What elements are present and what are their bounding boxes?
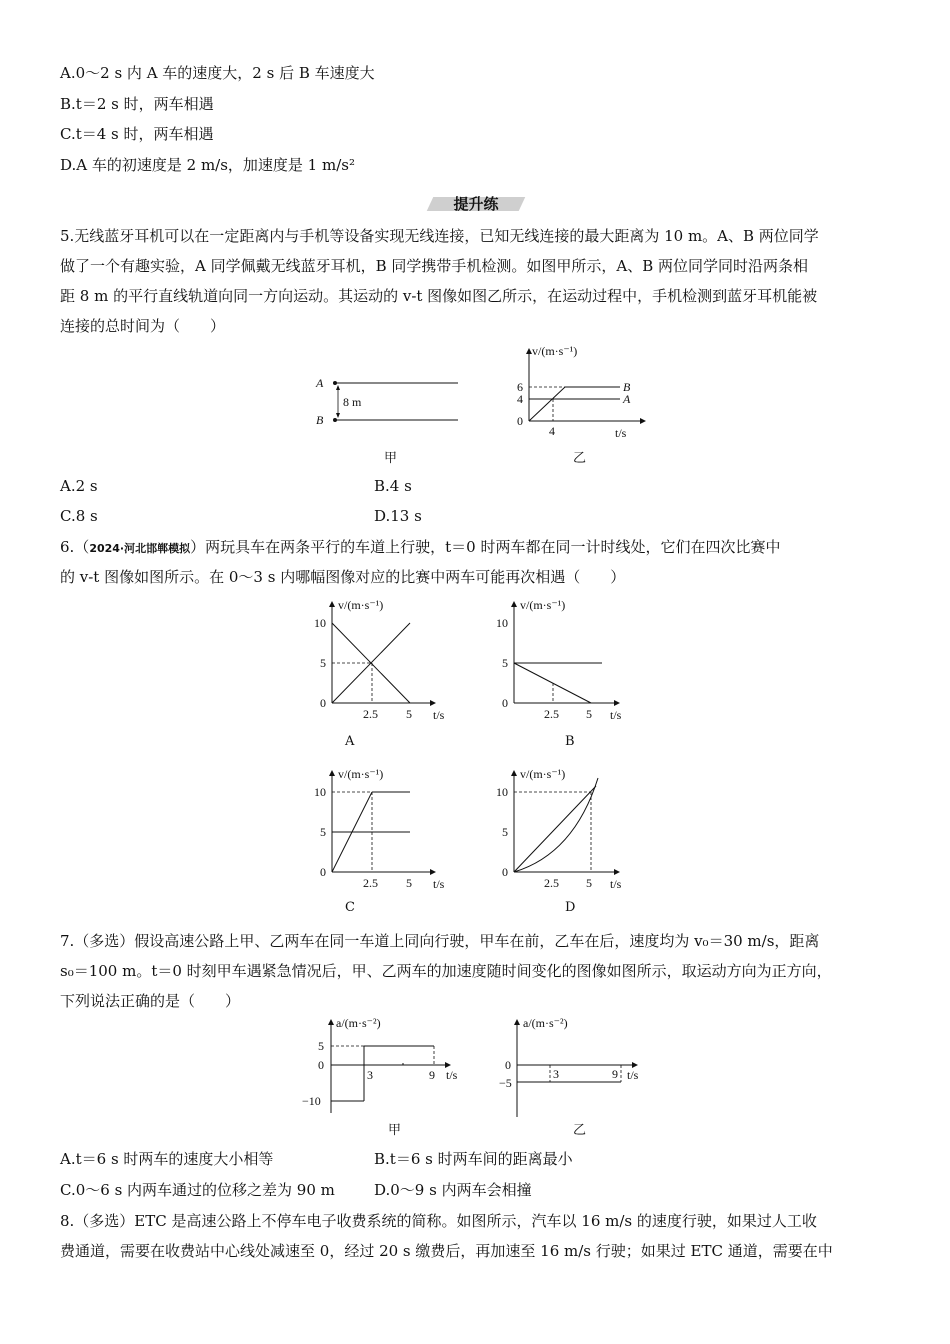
q7-option-d: D.0～9 s 内两车会相撞 <box>374 1181 532 1199</box>
q5-line-2: 做了一个有趣实验，A 同学佩戴无线蓝牙耳机，B 同学携带手机检测。如图甲所示，A、B 两位同学同时沿两条相 <box>60 257 809 275</box>
ylabel: v/(m·s⁻¹) <box>338 598 384 612</box>
tick-x5: 5 <box>406 707 412 721</box>
q7-figure-yi <box>495 1013 655 1123</box>
ylabel: v/(m·s⁻¹) <box>532 344 578 358</box>
tick-x4: 4 <box>549 424 555 438</box>
tick-2-5: 2.5 <box>544 707 559 721</box>
tick-x3: 3 <box>367 1068 373 1082</box>
xlabel: t/s <box>446 1068 458 1082</box>
q6-line-1-rest: ）两玩具车在两条平行的车道上行驶，t＝0 时两车都在同一计时线处，它们在四次比赛中 <box>190 538 781 556</box>
tick-6: 6 <box>517 380 523 394</box>
q5-option-c: C.8 s <box>60 507 98 525</box>
tick-5: 5 <box>320 825 326 839</box>
tick-origin: 0 <box>517 414 523 428</box>
q7-option-a: A.t＝6 s 时两车的速度大小相等 <box>60 1150 274 1168</box>
q7-figure-jia <box>298 1013 473 1123</box>
tick-x5: 5 <box>586 707 592 721</box>
tick-origin: 0 <box>318 1058 324 1072</box>
ylabel: v/(m·s⁻¹) <box>338 767 384 781</box>
q6-chart-d <box>484 764 644 894</box>
tick-origin: 0 <box>320 696 326 710</box>
q7-line-2: s₀＝100 m。t＝0 时刻甲车遇紧急情况后，甲、乙两车的加速度随时间变化的图像如图所示，取运动方向为正方向， <box>60 962 832 980</box>
q8-line-1: 8.（多选）ETC 是高速公路上不停车电子收费系统的简称。如图所示，汽车以 16 m/s 的速度行驶，如果过人工收 <box>60 1212 817 1230</box>
xlabel: t/s <box>610 708 622 722</box>
tick-5: 5 <box>320 656 326 670</box>
q5-figure-jia <box>305 365 465 445</box>
q4-option-a: A.0～2 s 内 A 车的速度大，2 s 后 B 车速度大 <box>60 64 375 82</box>
q4-option-d: D.A 车的初速度是 2 m/s，加速度是 1 m/s² <box>60 156 355 174</box>
q6-caption-c: C <box>345 900 355 915</box>
q6-source: 2024·河北邯郸模拟 <box>89 542 191 555</box>
xlabel: t/s <box>610 877 622 891</box>
q6-number: 6.（ <box>60 538 90 556</box>
q8-line-2: 费通道，需要在收费站中心线处减速至 0，经过 20 s 缴费后，再加速至 16 m/s 行驶；如果过 ETC 通道，需要在中 <box>60 1242 833 1260</box>
ylabel: v/(m·s⁻¹) <box>520 767 566 781</box>
tick-origin: 0 <box>502 696 508 710</box>
q5-line-1: 5.无线蓝牙耳机可以在一定距离内与手机等设备实现无线连接，已知无线连接的最大距离为 10 m。A、B 两位同学 <box>60 227 819 245</box>
ylabel: a/(m·s⁻²) <box>336 1016 381 1030</box>
distance-label: 8 m <box>343 395 362 409</box>
tick-neg10: −10 <box>302 1094 321 1108</box>
q7-line-3: 下列说法正确的是（ ） <box>60 992 241 1010</box>
tick-5: 5 <box>502 656 508 670</box>
q6-line-1 <box>60 537 780 559</box>
tick-origin: 0 <box>502 865 508 879</box>
q6-chart-b <box>484 595 644 725</box>
q6-caption-a: A <box>345 734 355 749</box>
q6-chart-c <box>300 764 460 894</box>
tick-5: 5 <box>502 825 508 839</box>
tick-2-5: 2.5 <box>544 876 559 890</box>
q5-figure-yi <box>505 343 655 443</box>
tick-neg5: −5 <box>499 1076 512 1090</box>
q7-caption-yi: 乙 <box>573 1123 587 1138</box>
q5-option-a: A.2 s <box>60 477 98 495</box>
tick-x9: 9 <box>612 1067 618 1081</box>
q5-option-b: B.4 s <box>374 477 412 495</box>
label-a: A <box>316 376 324 390</box>
xlabel: t/s <box>615 426 627 440</box>
q6-line-2: 的 v-t 图像如图所示。在 0～3 s 内哪幅图像对应的比赛中两车可能再次相遇（ ） <box>60 568 626 586</box>
ylabel: v/(m·s⁻¹) <box>520 598 566 612</box>
q7-line-1: 7.（多选）假设高速公路上甲、乙两车在同一车道上同向行驶，甲车在前，乙车在后，速度均为 v₀＝30 m/s，距离 <box>60 932 820 950</box>
q7-option-c: C.0～6 s 内两车通过的位移之差为 90 m <box>60 1181 335 1199</box>
ylabel: a/(m·s⁻²) <box>523 1016 568 1030</box>
tick-10: 10 <box>496 616 508 630</box>
tick-10: 10 <box>314 616 326 630</box>
q6-caption-b: B <box>565 734 575 749</box>
q6-caption-d: D <box>565 900 576 915</box>
label-b: B <box>316 413 324 427</box>
q5-line-4: 连接的总时间为（ ） <box>60 317 226 335</box>
tick-origin: 0 <box>505 1058 511 1072</box>
q5-option-d: D.13 s <box>374 507 422 525</box>
section-title: 提升练 <box>453 195 499 213</box>
tick-10: 10 <box>496 785 508 799</box>
q5-caption-jia: 甲 <box>384 451 398 466</box>
q6-chart-a <box>300 595 460 725</box>
tick-10: 10 <box>314 785 326 799</box>
tick-x3: 3 <box>553 1067 559 1081</box>
q5-line-3: 距 8 m 的平行直线轨道向同一方向运动。其运动的 v-t 图像如图乙所示，在运动过程中，手机检测到蓝牙耳机能被 <box>60 287 818 305</box>
tick-x5: 5 <box>586 876 592 890</box>
tick-5: 5 <box>318 1039 324 1053</box>
series-b: B <box>623 380 631 394</box>
xlabel: t/s <box>433 708 445 722</box>
q5-caption-yi: 乙 <box>573 451 587 466</box>
xlabel: t/s <box>627 1068 639 1082</box>
q4-option-c: C.t＝4 s 时，两车相遇 <box>60 125 214 143</box>
tick-x9: 9 <box>429 1068 435 1082</box>
q7-caption-jia: 甲 <box>388 1123 402 1138</box>
q7-option-b: B.t＝6 s 时两车间的距离最小 <box>374 1150 573 1168</box>
xlabel: t/s <box>433 877 445 891</box>
section-header <box>430 193 522 215</box>
tick-2-5: 2.5 <box>363 876 378 890</box>
tick-origin: 0 <box>320 865 326 879</box>
tick-x5: 5 <box>406 876 412 890</box>
q4-option-b: B.t＝2 s 时，两车相遇 <box>60 95 214 113</box>
series-a: A <box>623 392 631 406</box>
tick-4: 4 <box>517 392 523 406</box>
tick-2-5: 2.5 <box>363 707 378 721</box>
